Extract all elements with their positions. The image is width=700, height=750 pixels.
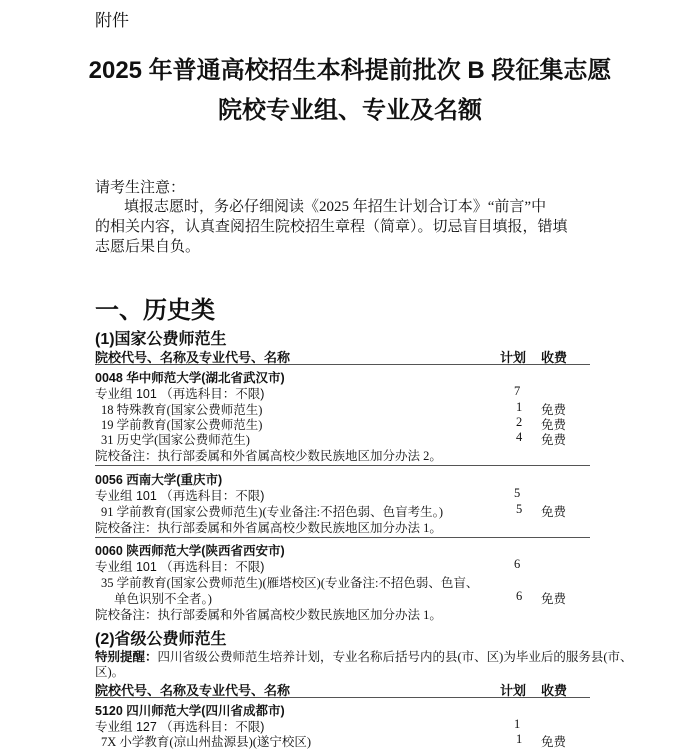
school-name: 5120 四川师范大学(四川省成都市)	[95, 704, 285, 718]
school-remark	[95, 605, 442, 623]
school-name: 0056 西南大学(重庆市)	[95, 473, 223, 487]
major-name-cont: 单色识别不全者。)	[114, 592, 212, 606]
major-plan: 1	[516, 400, 523, 414]
table-header-plan: 计划	[500, 350, 527, 365]
major-name: 35 学前教育(国家公费师范生)(雁塔校区)(专业备注:不招色弱、色盲、	[101, 576, 479, 590]
major-fee: 免费	[541, 433, 567, 447]
remark-label: 院校备注：	[95, 608, 158, 622]
special-label: 特别提醒：	[95, 650, 158, 664]
special-text: 四川省级公费师范生培养计划，专业名称后括号内的县(市、区)为毕业后的服务县(市、	[157, 650, 633, 664]
school-remark	[95, 446, 442, 464]
notice-line-1: 填报志愿时，务必仔细阅读《2025 年招生计划合订本》“前言”中	[124, 199, 547, 215]
table-header-fee: 收费	[541, 350, 568, 365]
major-fee: 免费	[541, 418, 567, 432]
major-fee: 免费	[541, 592, 567, 606]
group-plan: 6	[514, 557, 521, 571]
table-header-fee: 收费	[541, 683, 568, 698]
table-header-name: 院校代号、名称及专业代号、名称	[95, 350, 291, 365]
school-name: 0048 华中师范大学(湖北省武汉市)	[95, 371, 285, 385]
remark-text: 执行部委属和外省属高校少数民族地区加分办法 1。	[157, 521, 442, 535]
table-header-name: 院校代号、名称及专业代号、名称	[95, 683, 291, 698]
major-name: 31 历史学(国家公费师范生)	[101, 433, 250, 447]
attachment-label: 附件	[95, 11, 129, 30]
remark-text: 执行部委属和外省属高校少数民族地区加分办法 2。	[157, 449, 442, 463]
remark-label: 院校备注：	[95, 521, 158, 535]
major-plan: 4	[516, 430, 523, 444]
notice-line-2: 的相关内容，认真查阅招生院校招生章程（简章）。切忌盲目填报，错填	[95, 219, 568, 235]
remark-text: 执行部委属和外省属高校少数民族地区加分办法 1。	[157, 608, 442, 622]
notice-heading: 请考生注意：	[95, 180, 186, 196]
table-header-plan: 计划	[500, 683, 527, 698]
group-plan: 7	[514, 384, 521, 398]
divider	[95, 465, 590, 466]
special-notice	[95, 647, 633, 665]
major-group: 专业组 127 （再选科目：不限)	[95, 720, 265, 734]
major-fee: 免费	[541, 505, 567, 519]
major-plan: 2	[516, 415, 523, 429]
page-subtitle: 院校专业组、专业及名额	[218, 97, 482, 124]
major-group: 专业组 101 （再选科目：不限)	[95, 560, 265, 574]
major-name: 7X 小学教育(凉山州盐源县)(遂宁校区)	[101, 735, 312, 749]
divider	[95, 697, 590, 698]
major-fee: 免费	[541, 403, 567, 417]
school-name: 0060 陕西师范大学(陕西省西安市)	[95, 544, 285, 558]
major-plan: 1	[516, 732, 523, 746]
section-history: 一、历史类	[95, 297, 215, 324]
major-plan: 5	[516, 502, 523, 516]
divider	[95, 364, 590, 365]
notice-line-3: 志愿后果自负。	[95, 239, 201, 255]
school-remark	[95, 518, 442, 536]
divider	[95, 537, 590, 538]
major-name: 19 学前教育(国家公费师范生)	[101, 418, 263, 432]
part2-title: (2)省级公费师范生	[95, 631, 227, 648]
major-name: 18 特殊教育(国家公费师范生)	[101, 403, 263, 417]
major-group: 专业组 101 （再选科目：不限)	[95, 489, 265, 503]
part1-title: (1)国家公费师范生	[95, 331, 227, 348]
page-title: 2025 年普通高校招生本科提前批次 B 段征集志愿	[88, 57, 612, 84]
special-text-cont: 区)。	[95, 665, 125, 679]
group-plan: 5	[514, 486, 521, 500]
major-name: 91 学前教育(国家公费师范生)(专业备注:不招色弱、色盲考生。)	[101, 505, 443, 519]
major-fee: 免费	[541, 735, 567, 749]
group-plan: 1	[514, 717, 521, 731]
major-group: 专业组 101 （再选科目：不限)	[95, 387, 265, 401]
major-plan: 6	[516, 589, 523, 603]
remark-label: 院校备注：	[95, 449, 158, 463]
